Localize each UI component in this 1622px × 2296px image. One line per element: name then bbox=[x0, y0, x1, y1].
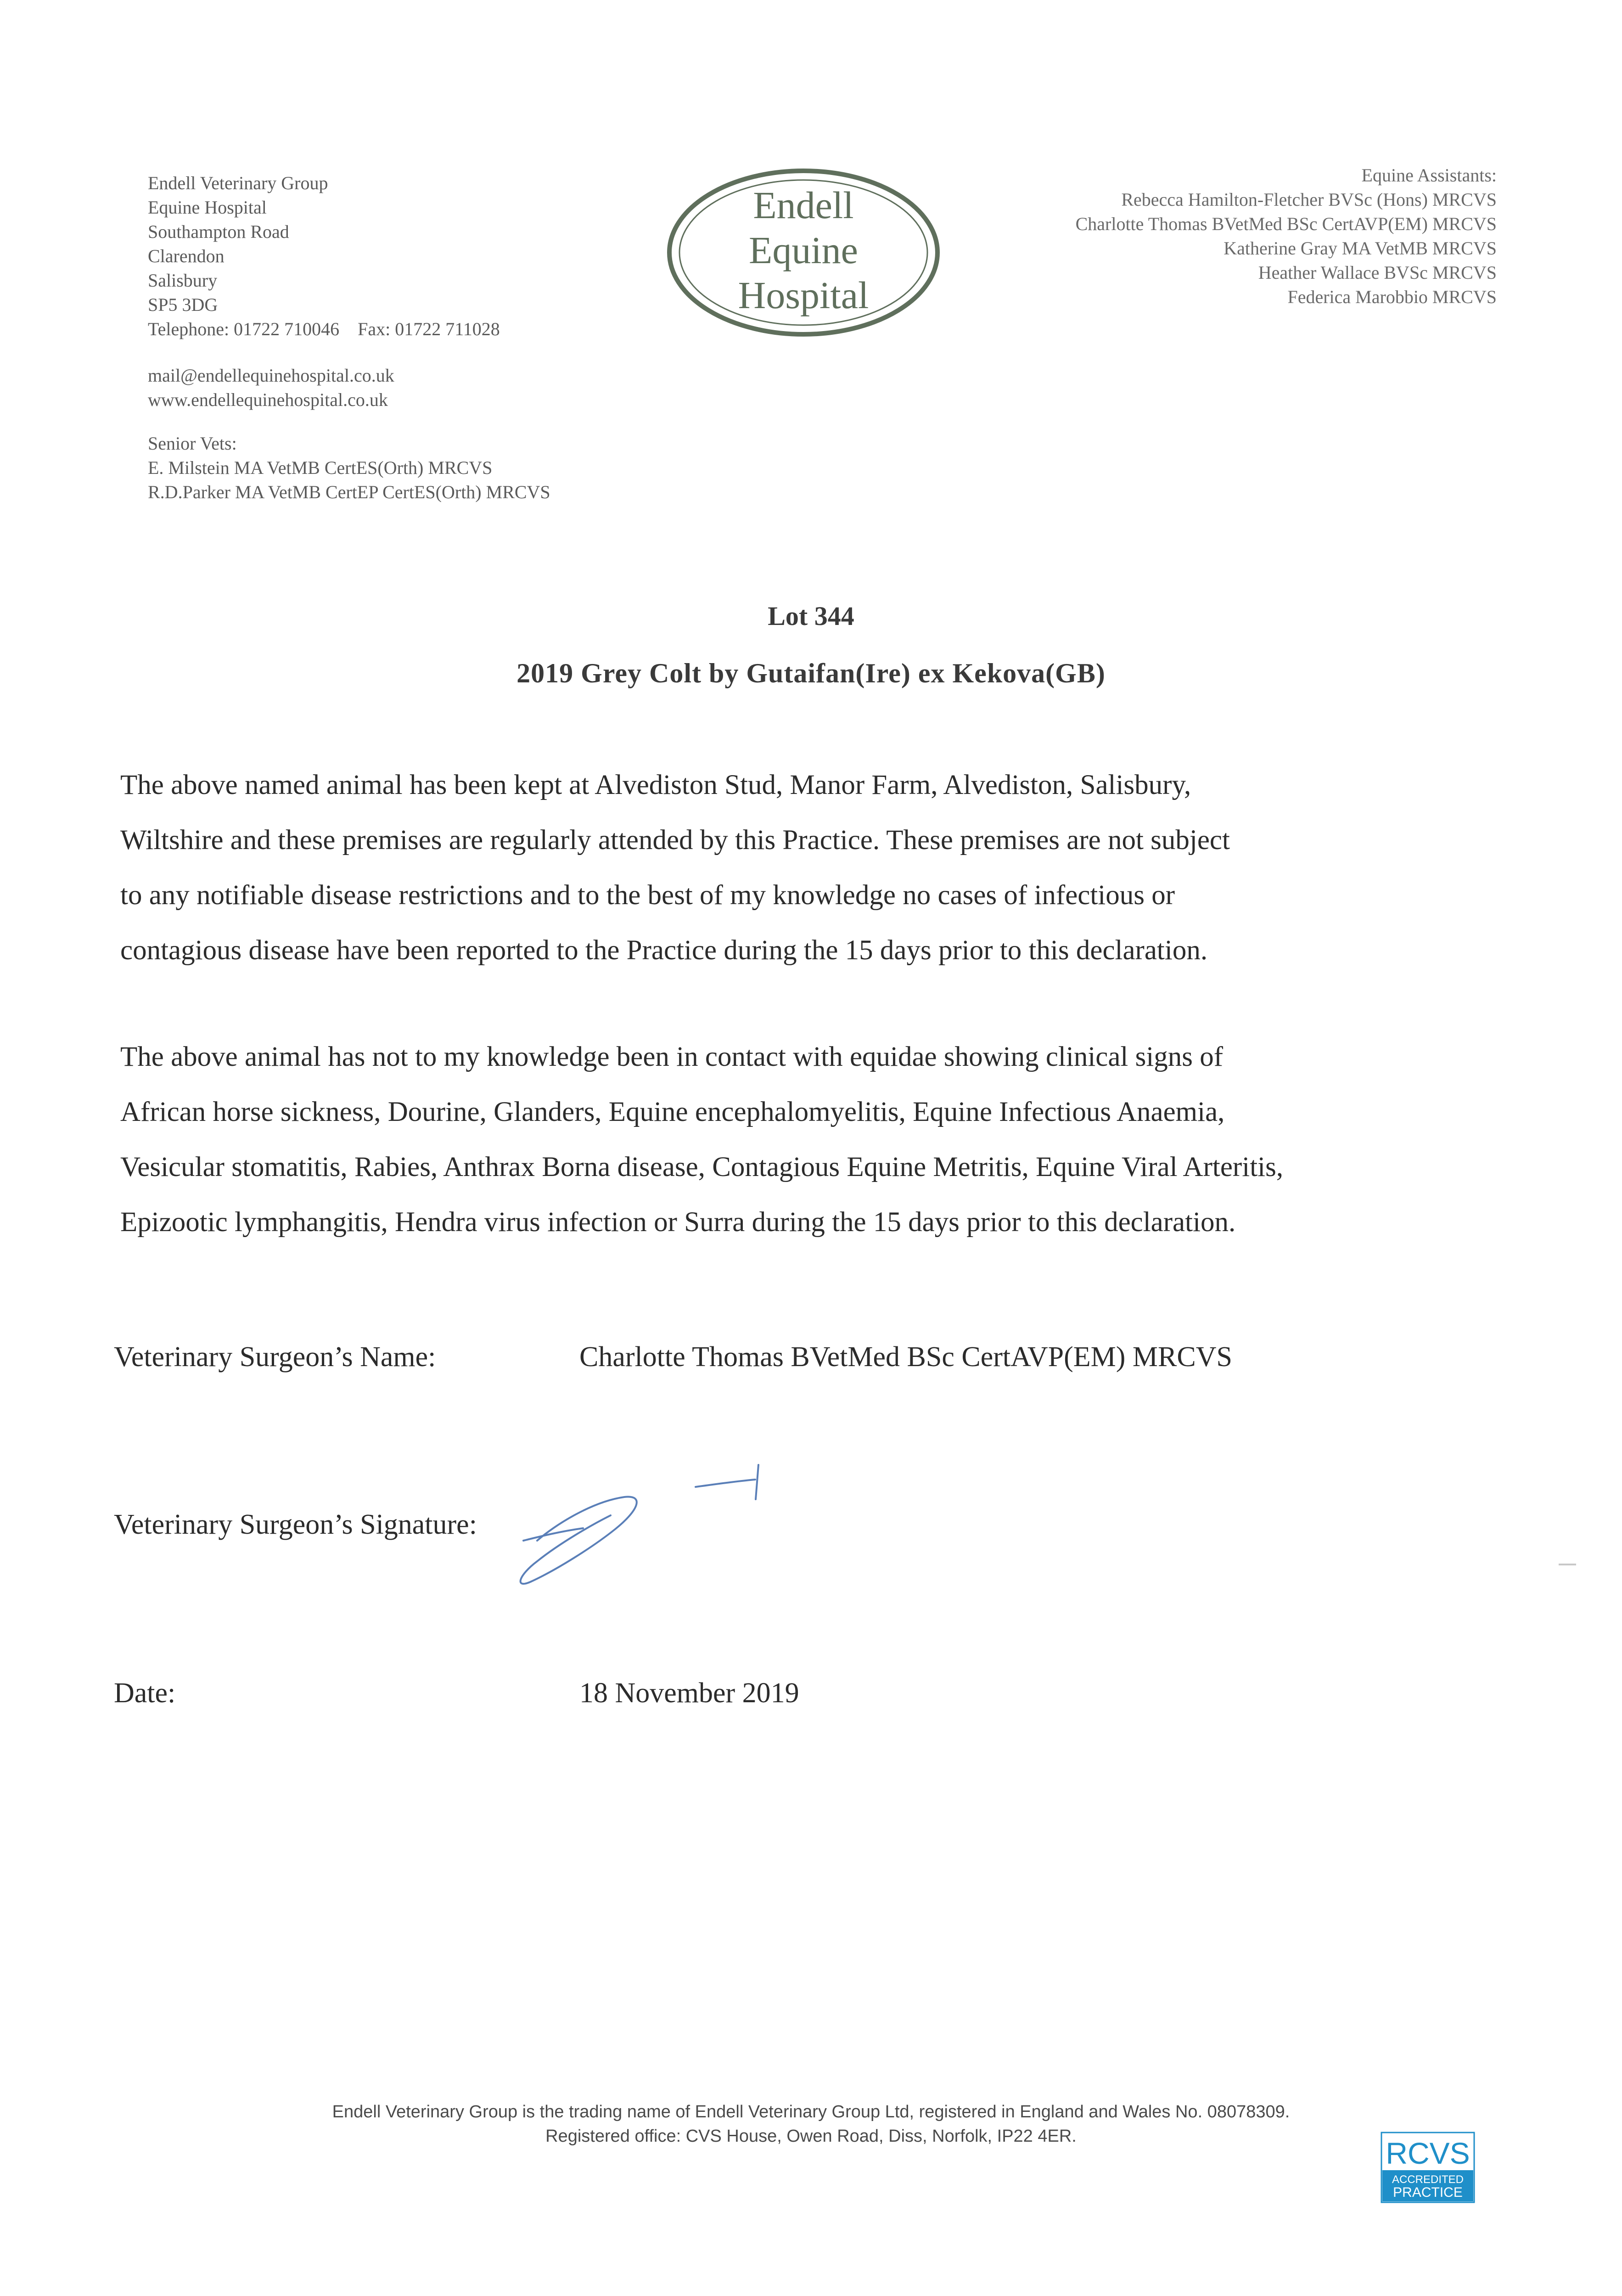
declaration-paragraph-1 bbox=[120, 758, 1479, 978]
sender-address-block bbox=[148, 171, 550, 504]
assistant-1: Rebecca Hamilton-Fletcher BVSc (Hons) MRCVS bbox=[1121, 189, 1497, 210]
assistant-2: Charlotte Thomas BVetMed BSc CertAVP(EM) MRCVS bbox=[1075, 214, 1497, 234]
endell-equine-hospital-logo bbox=[661, 163, 946, 342]
sender-phone-fax bbox=[148, 317, 550, 341]
sender-address-line-3: Salisbury bbox=[148, 270, 218, 291]
logo-text-line-3: Hospital bbox=[738, 274, 869, 317]
paragraph-1-line: to any notifiable disease restrictions and to the best of my knowledge no cases of infectious or bbox=[120, 880, 1175, 911]
rcvs-badge-icon bbox=[1380, 2131, 1476, 2204]
rcvs-line-2: PRACTICE bbox=[1393, 2185, 1463, 2200]
assistants-heading: Equine Assistants: bbox=[1361, 165, 1497, 186]
assistant-3: Katherine Gray MA VetMB MRCVS bbox=[1224, 238, 1497, 259]
handwritten-signature bbox=[487, 1451, 808, 1598]
signature-icon bbox=[487, 1451, 808, 1598]
sender-fax: Fax: 01722 711028 bbox=[358, 319, 500, 339]
footer-line-2: Registered office: CVS House, Owen Road, Diss, Norfolk, IP22 4ER. bbox=[545, 2127, 1077, 2146]
rcvs-accredited-practice-badge bbox=[1380, 2131, 1476, 2204]
date-value: 18 November 2019 bbox=[579, 1677, 799, 1709]
footer bbox=[0, 2100, 1622, 2149]
footer-line-1: Endell Veterinary Group is the trading name of Endell Veterinary Group Ltd, registered in England and Wales No. 08078309. bbox=[332, 2102, 1290, 2122]
rcvs-line-1: ACCREDITED bbox=[1392, 2173, 1464, 2186]
sender-telephone: Telephone: 01722 710046 bbox=[148, 319, 340, 339]
paragraph-1-line: The above named animal has been kept at Alvediston Stud, Manor Farm, Alvediston, Salisbury, bbox=[120, 770, 1191, 800]
rcvs-acronym: RCVS bbox=[1386, 2136, 1470, 2170]
surgeon-name-label: Veterinary Surgeon’s Name: bbox=[114, 1341, 436, 1373]
paragraph-1-line: contagious disease have been reported to the Practice during the 15 days prior to this declaration. bbox=[120, 935, 1208, 966]
spacer bbox=[148, 341, 550, 363]
sender-address-line-2: Clarendon bbox=[148, 246, 224, 266]
spacer bbox=[148, 412, 550, 431]
date-label: Date: bbox=[114, 1677, 176, 1709]
equine-assistants-block bbox=[1076, 163, 1497, 309]
paragraph-2-line: Epizootic lymphangitis, Hendra virus infection or Surra during the 15 days prior to this declaration. bbox=[120, 1207, 1236, 1238]
sender-email: mail@endellequinehospital.co.uk bbox=[148, 365, 394, 386]
lot-number: Lot 344 bbox=[768, 601, 854, 631]
sender-postcode: SP5 3DG bbox=[148, 294, 218, 315]
surgeon-signature-label: Veterinary Surgeon’s Signature: bbox=[114, 1509, 477, 1540]
senior-vet-1: E. Milstein MA VetMB CertES(Orth) MRCVS bbox=[148, 457, 493, 478]
logo-oval-icon bbox=[661, 163, 946, 342]
paragraph-2-line: African horse sickness, Dourine, Glanders, Equine encephalomyelitis, Equine Infectious Anaemia, bbox=[120, 1097, 1225, 1127]
sender-address-line-1: Southampton Road bbox=[148, 221, 289, 242]
logo-text-line-2: Equine bbox=[749, 229, 858, 272]
senior-vet-2: R.D.Parker MA VetMB CertEP CertES(Orth) MRCVS bbox=[148, 482, 550, 502]
logo-text-line-1: Endell bbox=[753, 184, 854, 227]
sender-dept: Equine Hospital bbox=[148, 197, 267, 218]
horse-description: 2019 Grey Colt by Gutaifan(Ire) ex Kekova(GB) bbox=[516, 658, 1106, 688]
paragraph-2-line: The above animal has not to my knowledge been in contact with equidae showing clinical signs of bbox=[120, 1041, 1224, 1072]
sender-org: Endell Veterinary Group bbox=[148, 173, 328, 193]
assistant-4: Heather Wallace BVSc MRCVS bbox=[1258, 262, 1497, 283]
surgeon-name-value: Charlotte Thomas BVetMed BSc CertAVP(EM) MRCVS bbox=[579, 1341, 1233, 1373]
sender-website: www.endellequinehospital.co.uk bbox=[148, 389, 388, 410]
scan-edge-mark bbox=[1559, 1564, 1576, 1565]
paragraph-1-line: Wiltshire and these premises are regularly attended by this Practice. These premises are not subject bbox=[120, 825, 1230, 855]
senior-vets-heading: Senior Vets: bbox=[148, 433, 237, 454]
declaration-paragraph-2 bbox=[120, 1030, 1479, 1250]
assistant-5: Federica Marobbio MRCVS bbox=[1287, 287, 1497, 307]
paragraph-2-line: Vesicular stomatitis, Rabies, Anthrax Borna disease, Contagious Equine Metritis, Equine Viral Arteritis, bbox=[120, 1152, 1284, 1182]
